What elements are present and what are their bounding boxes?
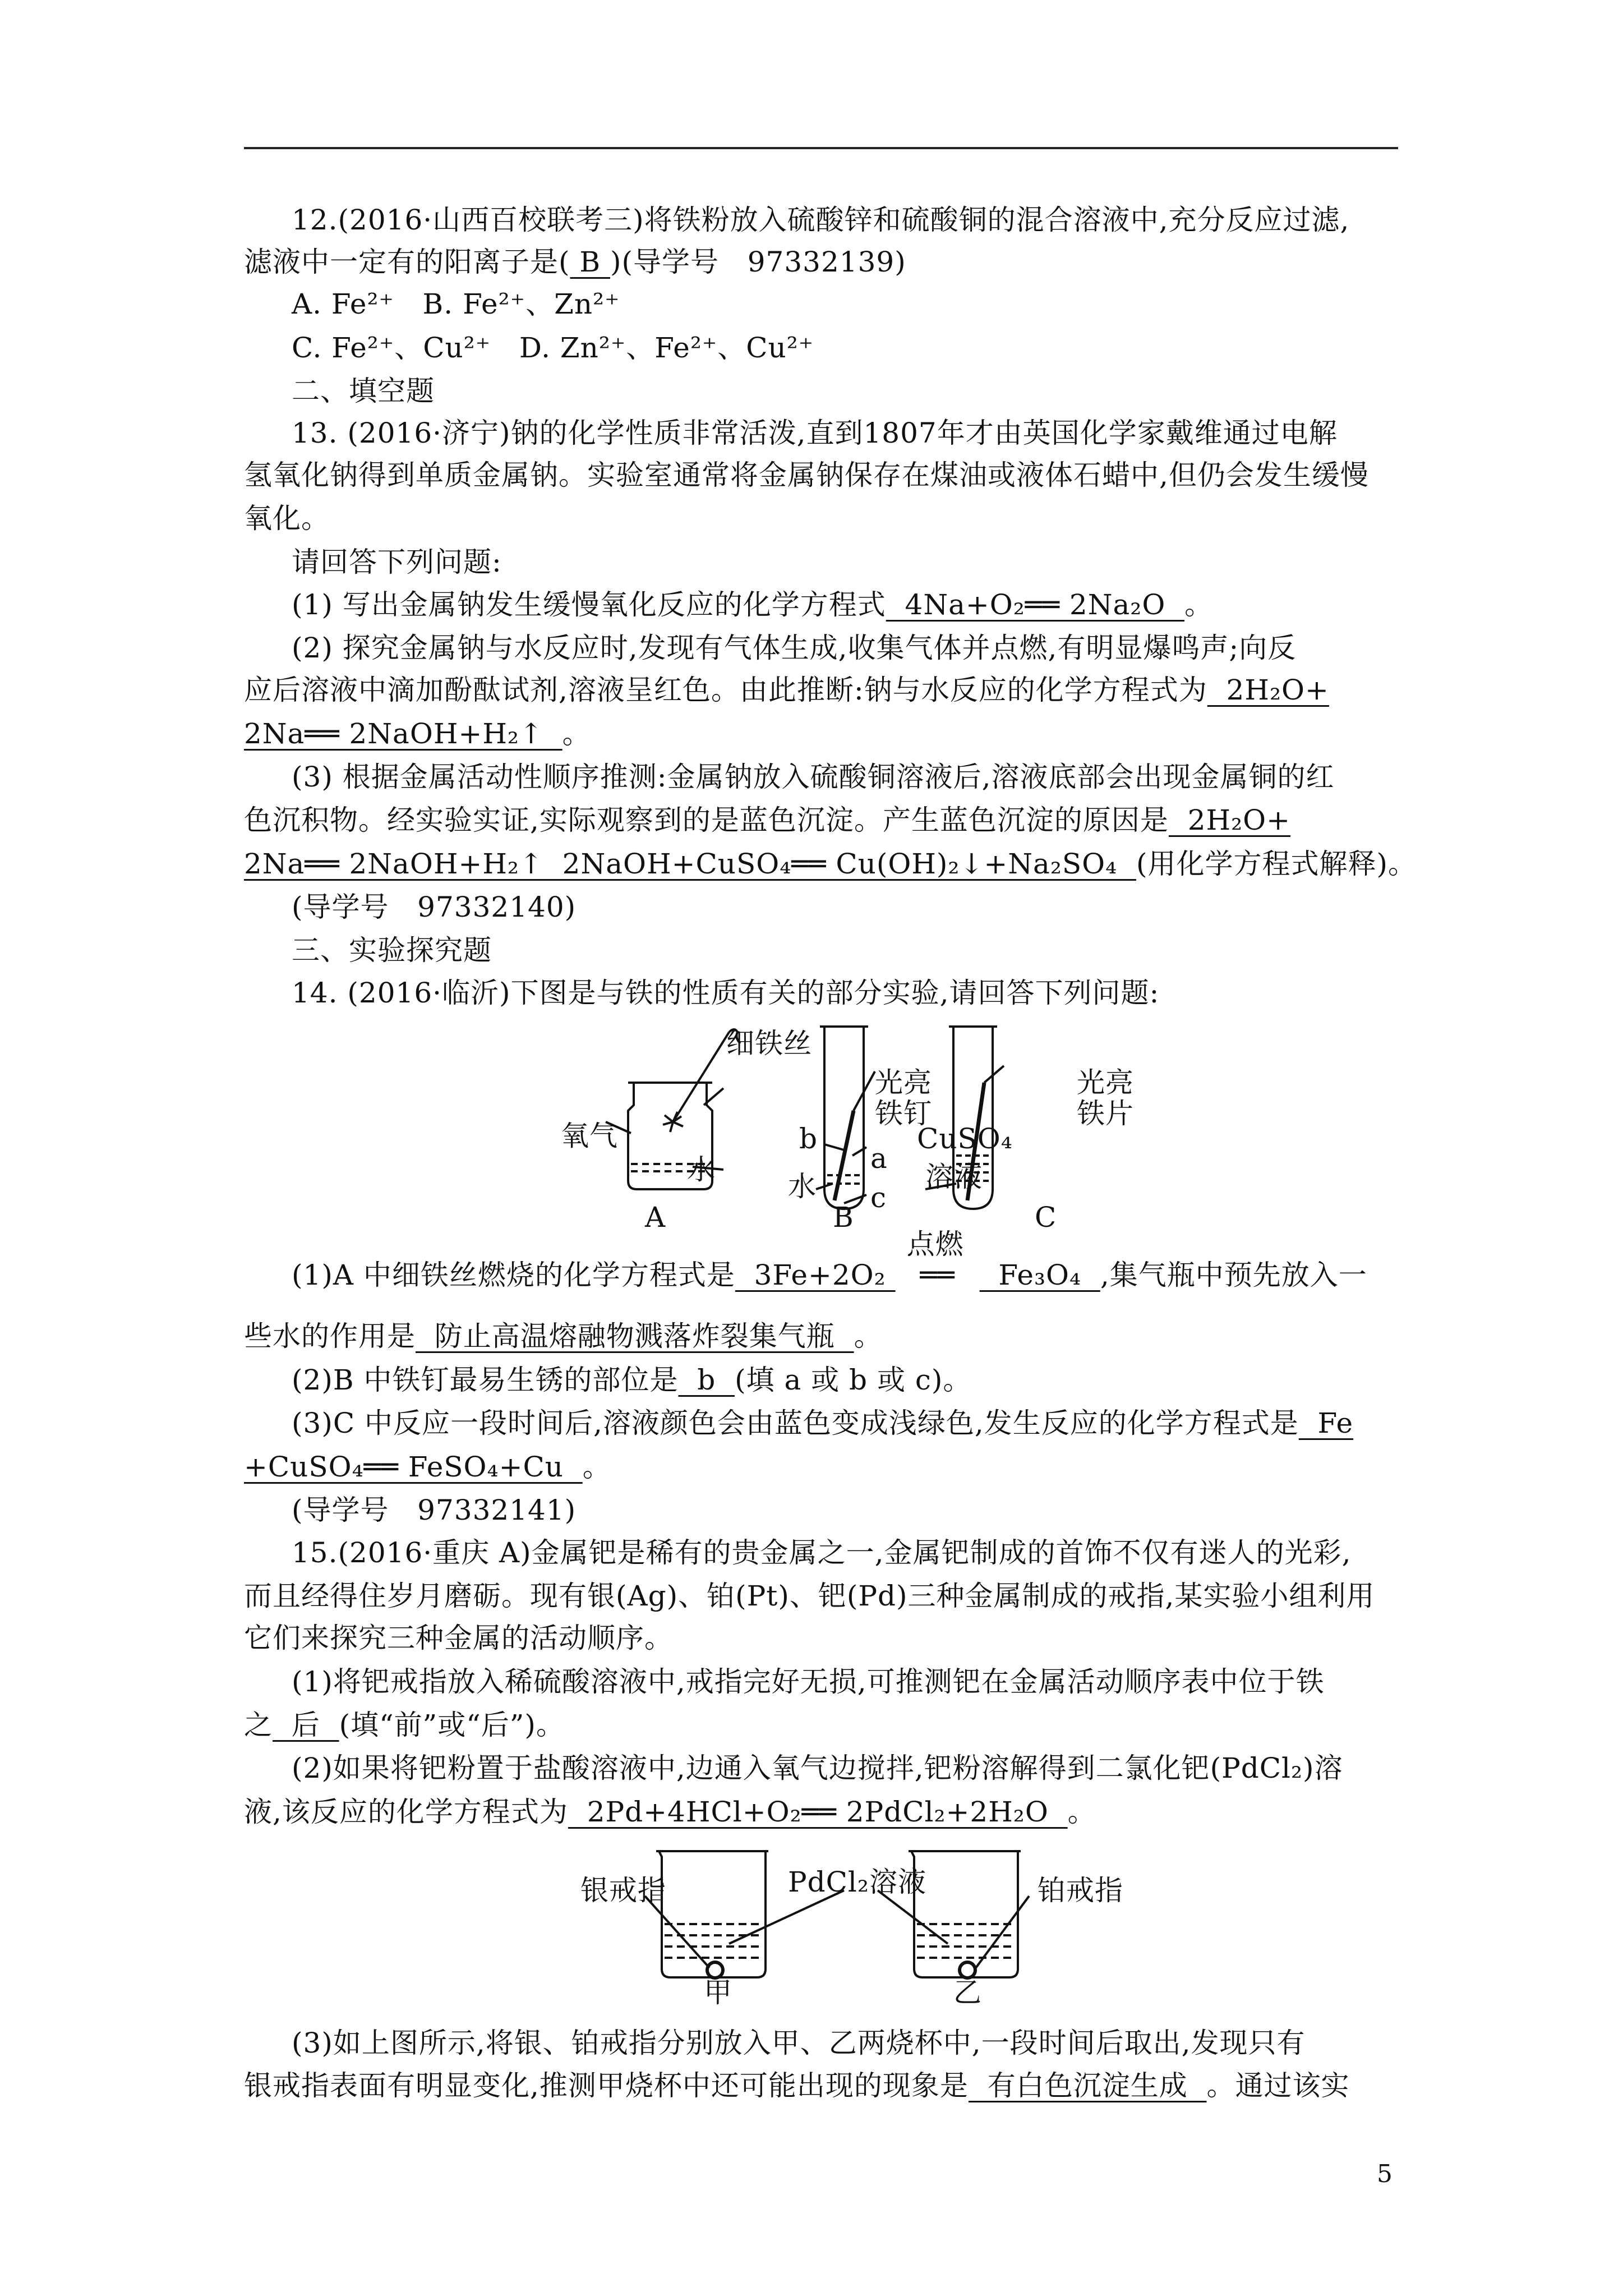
label-c-point: c xyxy=(870,1181,887,1214)
label-pdcl2-solution: PdCl₂溶液 xyxy=(788,1866,926,1898)
label-nail-2: 铁钉 xyxy=(875,1097,932,1130)
q15-intro3: 它们来探究三种金属的活动顺序。 xyxy=(244,1622,673,1654)
label-plate-1: 光亮 xyxy=(1077,1066,1134,1099)
q14-part3-l1: (3)C 中反应一段时间后,溶液颜色会由蓝色变成浅绿色,发生反应的化学方程式是 Fe xyxy=(292,1407,1354,1439)
label-wire: 细铁丝 xyxy=(726,1027,812,1060)
label-b-point: b xyxy=(799,1122,818,1155)
label-water-a: 水 xyxy=(687,1153,716,1186)
q14-intro: 14. (2016·临沂)下图是与铁的性质有关的部分实验,请回答下列问题: xyxy=(292,977,1160,1009)
q13-intro2: 氢氧化钠得到单质金属钠。实验室通常将金属钠保存在煤油或液体石蜡中,但仍会发生缓慢 xyxy=(244,459,1369,491)
q15-part1-l1: (1)将钯戒指放入稀硫酸溶液中,戒指完好无损,可推测钯在金属活动顺序表中位于铁 xyxy=(292,1665,1325,1698)
q13-prompt: 请回答下列问题: xyxy=(292,546,502,578)
q13-intro3: 氧化。 xyxy=(244,502,330,535)
figure-b-test-tube xyxy=(816,1027,875,1209)
q13-part2-l1: (2) 探究金属钠与水反应时,发现有气体生成,收集气体并点燃,有明显爆鸣声;向反 xyxy=(292,632,1297,664)
q15-part2-l1: (2)如果将钯粉置于盐酸溶液中,边通入氧气边搅拌,钯粉溶解得到二氯化钯(PdCl₂)溶 xyxy=(292,1752,1343,1784)
label-oxygen: 氧气 xyxy=(561,1120,618,1152)
q14-part1-l1: (1)A 中细铁丝燃烧的化学方程式是 3Fe+2O₂ 点燃 ══ Fe₃O₄ ,集气瓶中预先放入一 xyxy=(292,1228,1367,1291)
beaker-figure xyxy=(561,1840,1077,1997)
label-cuso4: CuSO₄ xyxy=(917,1122,1013,1155)
q15-part3-l1: (3)如上图所示,将银、铂戒指分别放入甲、乙两烧杯中,一段时间后取出,发现只有 xyxy=(292,2027,1306,2059)
label-plate-2: 铁片 xyxy=(1077,1097,1134,1130)
label-c: C xyxy=(1035,1201,1057,1234)
q12-options-cd: C. Fe²⁺、Cu²⁺ D. Zn²⁺、Fe²⁺、Cu²⁺ xyxy=(292,332,814,364)
label-nail-1: 光亮 xyxy=(875,1066,932,1099)
label-platinum-ring: 铂戒指 xyxy=(1038,1874,1123,1907)
q13-part3-l1: (3) 根据金属活动性顺序推测:金属钠放入硫酸铜溶液后,溶液底部会出现金属铜的红 xyxy=(292,761,1335,793)
q12-answer: B xyxy=(570,246,611,278)
q13-part2-l2: 应后溶液中滴加酚酞试剂,溶液呈红色。由此推断:钠与水反应的化学方程式为 2H₂O+ xyxy=(244,674,1329,706)
q13-intro1: 13. (2016·济宁)钠的化学性质非常活泼,直到1807年才由英国化学家戴维通过电解 xyxy=(292,417,1338,449)
q13-part3-l2: 色沉积物。经实验实证,实际观察到的是蓝色沉淀。产生蓝色沉淀的原因是 2H₂O+ xyxy=(244,804,1291,836)
section-fill-in: 二、填空题 xyxy=(292,375,435,407)
figure-a-gas-jar xyxy=(606,1029,740,1189)
label-solution: 溶液 xyxy=(925,1161,983,1193)
q13-part1: (1) 写出金属钠发生缓慢氧化反应的化学方程式 4Na+O₂══ 2Na₂O 。 xyxy=(292,588,1214,621)
q15-part2-l2: 液,该反应的化学方程式为 2Pd+4HCl+O₂══ 2PdCl₂+2H₂O 。 xyxy=(244,1796,1096,1828)
label-b: B xyxy=(833,1201,854,1234)
condition-ignite: 点燃 ══ xyxy=(906,1228,964,1291)
q15-intro1: 15.(2016·重庆 A)金属钯是稀有的贵金属之一,金属钯制成的首饰不仅有迷人的光彩, xyxy=(292,1536,1352,1569)
header-rule xyxy=(244,147,1398,149)
q14-part2: (2)B 中铁钉最易生锈的部位是 b (填 a 或 b 或 c)。 xyxy=(292,1364,972,1396)
label-yi: 乙 xyxy=(953,1976,982,2009)
q13-part3-l3: 2Na══ 2NaOH+H₂↑ 2NaOH+CuSO₄══ Cu(OH)₂↓+Na₂SO₄ (用化学方程式解释)。 xyxy=(244,848,1417,880)
q14-guide-number: (导学号 97332141) xyxy=(292,1494,577,1526)
label-jia: 甲 xyxy=(704,1976,732,2009)
iron-experiment-figure xyxy=(561,1021,1122,1228)
q15-intro2: 而且经得住岁月磨砺。现有银(Ag)、铂(Pt)、钯(Pd)三种金属制成的戒指,某实验小组利用 xyxy=(244,1580,1375,1612)
q12-line2: 滤液中一定有的阳离子是( B )(导学号 97332139) xyxy=(244,246,906,278)
q12-options-ab: A. Fe²⁺ B. Fe²⁺、Zn²⁺ xyxy=(292,288,620,320)
label-a-point: a xyxy=(870,1142,888,1175)
label-water-b: 水 xyxy=(788,1170,817,1203)
q12-line1: 12.(2016·山西百校联考三)将铁粉放入硫酸锌和硫酸铜的混合溶液中,充分反应过滤, xyxy=(292,204,1350,236)
section-experiment: 三、实验探究题 xyxy=(292,934,492,967)
label-silver-ring: 银戒指 xyxy=(580,1874,666,1907)
q13-guide-number: (导学号 97332140) xyxy=(292,891,577,923)
q15-part3-l2: 银戒指表面有明显变化,推测甲烧杯中还可能出现的现象是 有白色沉淀生成 。通过该实 xyxy=(244,2069,1350,2102)
page-number: 5 xyxy=(1377,2160,1393,2188)
q14-part3-l2: +CuSO₄══ FeSO₄+Cu 。 xyxy=(244,1451,611,1483)
q15-part1-l2: 之 后 (填“前”或“后”)。 xyxy=(244,1709,565,1741)
label-a: A xyxy=(645,1201,666,1234)
q14-part1-l2: 些水的作用是 防止高温熔融物溅落炸裂集气瓶 。 xyxy=(244,1320,883,1352)
q13-part2-l3: 2Na══ 2NaOH+H₂↑ 。 xyxy=(244,717,591,750)
